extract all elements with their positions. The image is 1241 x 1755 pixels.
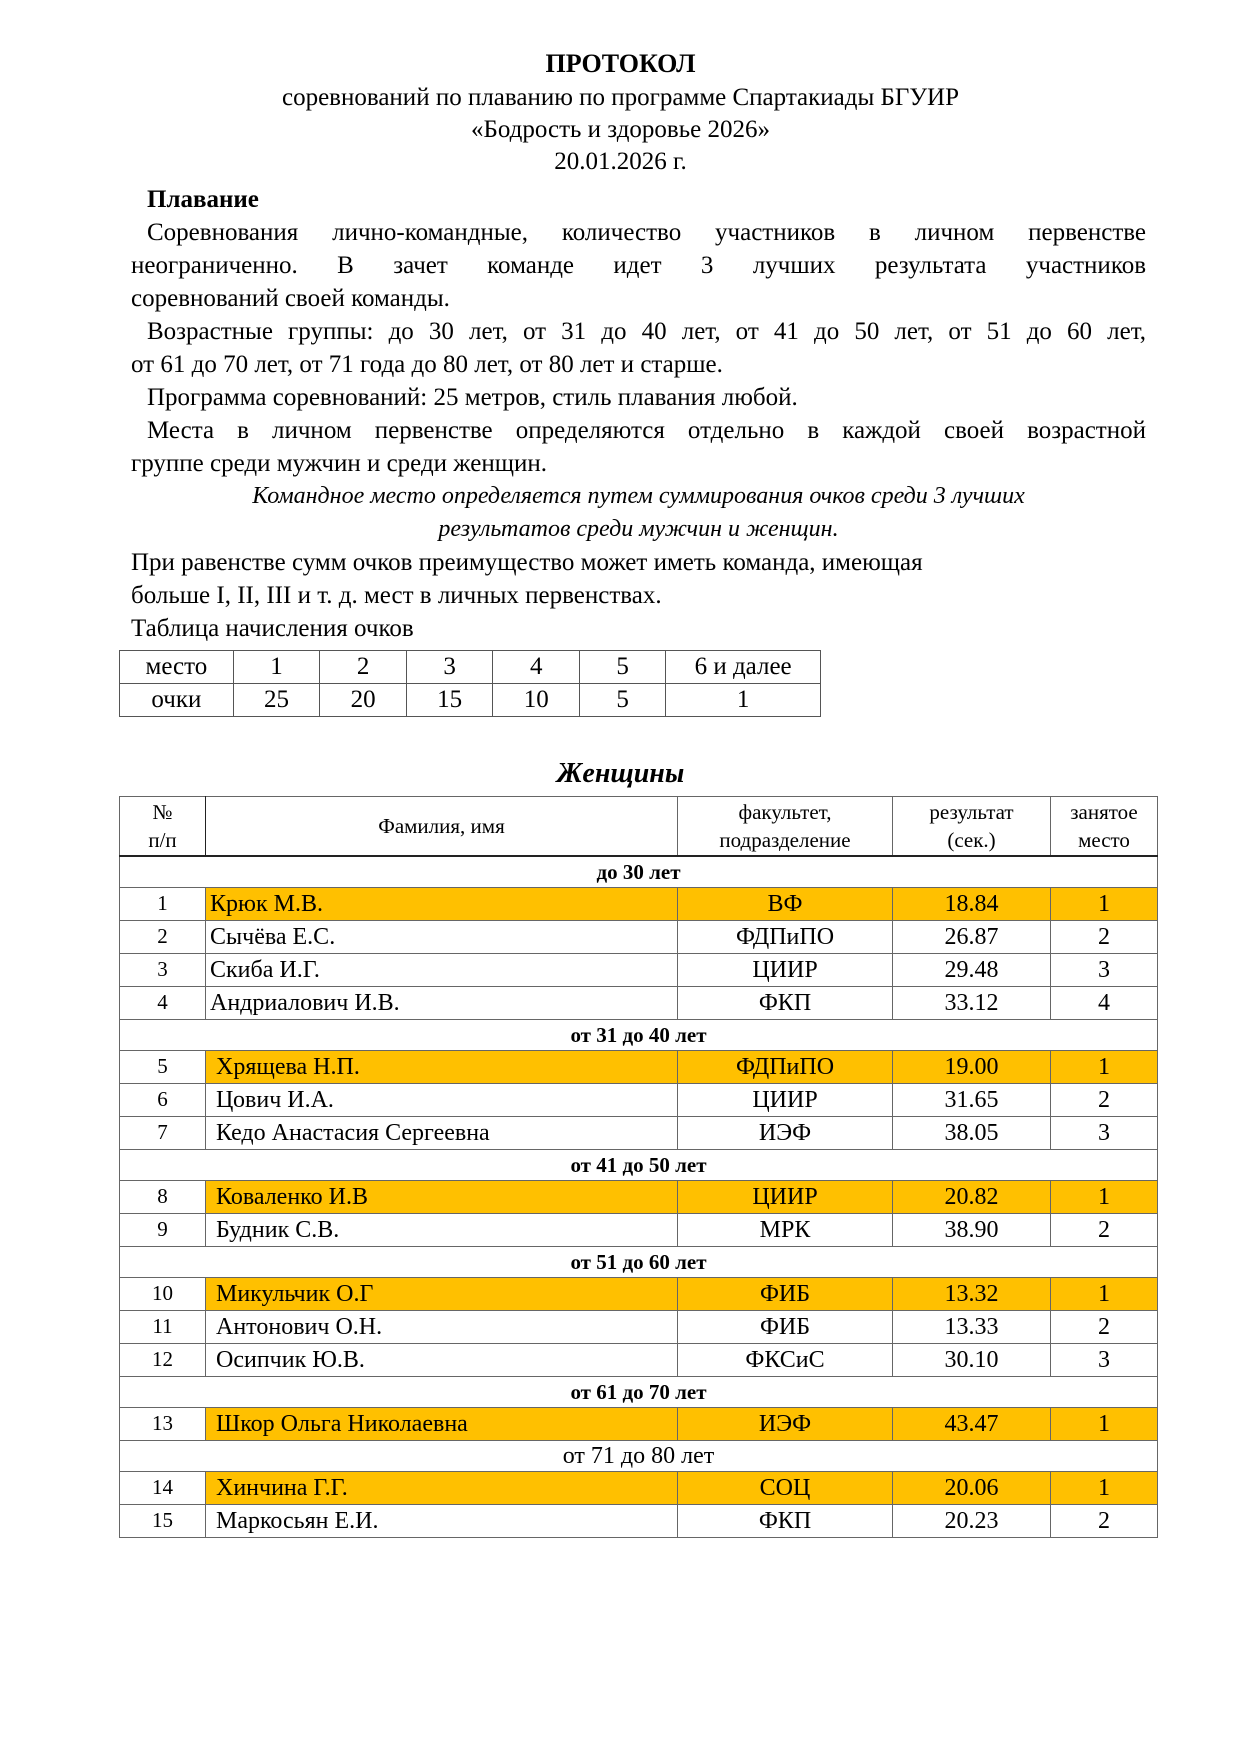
faculty: ЦИИР xyxy=(678,1181,893,1214)
age-group-row xyxy=(120,1377,1158,1408)
faculty: ФИБ xyxy=(678,1278,893,1311)
athlete-name: Маркосьян Е.И. xyxy=(206,1505,678,1538)
table-header-row xyxy=(120,797,1158,857)
table-row xyxy=(120,987,1158,1020)
row-number: 9 xyxy=(120,1214,206,1247)
age-group-row xyxy=(120,1247,1158,1278)
rules-paragraph-4-line-2: группе среди мужчин и среди женщин. xyxy=(131,450,547,477)
cell: 15 xyxy=(406,684,493,717)
row-number: 7 xyxy=(120,1117,206,1150)
points-table-points-row xyxy=(120,684,821,717)
faculty: ФДПиПО xyxy=(678,921,893,954)
team-rule-line-1: Командное место определяется путем суммирования очков среди 3 лучших xyxy=(252,483,1025,509)
row-number: 11 xyxy=(120,1311,206,1344)
rules-paragraph-2-line-1 xyxy=(131,315,1146,348)
table-row xyxy=(120,1051,1158,1084)
result: 29.48 xyxy=(893,954,1051,987)
cell: 5 xyxy=(579,651,665,684)
table-row xyxy=(120,1181,1158,1214)
athlete-name: Микульчик О.Г xyxy=(206,1278,678,1311)
row-number: 14 xyxy=(120,1472,206,1505)
table-row xyxy=(120,1278,1158,1311)
table-row xyxy=(120,1472,1158,1505)
place: 2 xyxy=(1051,1214,1158,1247)
cell: 5 xyxy=(579,684,665,717)
faculty: ИЭФ xyxy=(678,1117,893,1150)
cell: 1 xyxy=(233,651,320,684)
faculty: МРК xyxy=(678,1214,893,1247)
result: 38.05 xyxy=(893,1117,1051,1150)
athlete-name: Кедо Анастасия Сергеевна xyxy=(206,1117,678,1150)
faculty: ФДПиПО xyxy=(678,1051,893,1084)
table-row xyxy=(120,1214,1158,1247)
cell: 1 xyxy=(666,684,821,717)
row-number: 5 xyxy=(120,1051,206,1084)
row-number: 10 xyxy=(120,1278,206,1311)
faculty: ЦИИР xyxy=(678,1084,893,1117)
age-group-row xyxy=(120,1020,1158,1051)
athlete-name: Крюк М.В. xyxy=(206,888,678,921)
cell: 4 xyxy=(493,651,580,684)
place: 1 xyxy=(1051,1472,1158,1505)
cell: 3 xyxy=(406,651,493,684)
row-number: 15 xyxy=(120,1505,206,1538)
page-title: ПРОТОКОЛ xyxy=(545,49,696,78)
row-number: 6 xyxy=(120,1084,206,1117)
athlete-name: Шкор Ольга Николаевна xyxy=(206,1408,678,1441)
result: 18.84 xyxy=(893,888,1051,921)
table-row xyxy=(120,888,1158,921)
section-heading: Плавание xyxy=(147,186,259,213)
tiebreak-line-1: При равенстве сумм очков преимущество может иметь команда, имеющая xyxy=(131,549,923,576)
rules-paragraph-1-line-1 xyxy=(131,216,1146,249)
column-header-result xyxy=(893,797,1051,857)
age-group-label: до 30 лет xyxy=(120,856,1158,888)
place: 4 xyxy=(1051,987,1158,1020)
faculty: ФКП xyxy=(678,987,893,1020)
text: Возрастные группы: до 30 лет, от 31 до 40 лет, от 41 до 50 лет, от 51 до 60 лет, xyxy=(147,318,1146,345)
text: результат xyxy=(929,800,1014,824)
faculty: ВФ xyxy=(678,888,893,921)
table-row xyxy=(120,1505,1158,1538)
result: 26.87 xyxy=(893,921,1051,954)
cell: 2 xyxy=(320,651,407,684)
athlete-name: Сычёва Е.С. xyxy=(206,921,678,954)
place: 1 xyxy=(1051,888,1158,921)
rules-paragraph-4-line-1 xyxy=(131,414,1146,447)
age-group-label: от 41 до 50 лет xyxy=(120,1150,1158,1181)
result: 19.00 xyxy=(893,1051,1051,1084)
column-header-faculty xyxy=(678,797,893,857)
text: подразделение xyxy=(719,828,851,852)
subtitle-line-1: соревнований по плаванию по программе Спартакиады БГУИР xyxy=(281,84,959,111)
athlete-name: Скиба И.Г. xyxy=(206,954,678,987)
age-group-label: от 61 до 70 лет xyxy=(120,1377,1158,1408)
athlete-name: Хинчина Г.Г. xyxy=(206,1472,678,1505)
result: 13.32 xyxy=(893,1278,1051,1311)
result: 20.06 xyxy=(893,1472,1051,1505)
place: 3 xyxy=(1051,1117,1158,1150)
text: (сек.) xyxy=(947,828,996,852)
athlete-name: Коваленко И.В xyxy=(206,1181,678,1214)
tiebreak-line-2: больше I, II, III и т. д. мест в личных первенствах. xyxy=(131,582,662,609)
result: 20.82 xyxy=(893,1181,1051,1214)
place: 3 xyxy=(1051,954,1158,987)
athlete-name: Осипчик Ю.В. xyxy=(206,1344,678,1377)
athlete-name: Андриалович И.В. xyxy=(206,987,678,1020)
row-number: 3 xyxy=(120,954,206,987)
points-table-caption: Таблица начисления очков xyxy=(131,615,414,642)
subtitle-line-2: «Бодрость и здоровье 2026» xyxy=(471,116,770,143)
result: 20.23 xyxy=(893,1505,1051,1538)
cell: 20 xyxy=(320,684,407,717)
women-section-title: Женщины xyxy=(556,758,685,789)
cell: 6 и далее xyxy=(666,651,821,684)
row-number: 2 xyxy=(120,921,206,954)
result: 13.33 xyxy=(893,1311,1051,1344)
row-number: 13 xyxy=(120,1408,206,1441)
text: № xyxy=(152,800,173,824)
athlete-name: Будник С.В. xyxy=(206,1214,678,1247)
place: 2 xyxy=(1051,1311,1158,1344)
age-group-label: от 31 до 40 лет xyxy=(120,1020,1158,1051)
athlete-name: Хрящева Н.П. xyxy=(206,1051,678,1084)
age-group-row xyxy=(120,1441,1158,1472)
text: занятое xyxy=(1070,800,1138,824)
faculty: ЦИИР xyxy=(678,954,893,987)
result: 31.65 xyxy=(893,1084,1051,1117)
place: 2 xyxy=(1051,1505,1158,1538)
age-group-label: от 71 до 80 лет xyxy=(120,1441,1158,1472)
result: 38.90 xyxy=(893,1214,1051,1247)
place: 1 xyxy=(1051,1051,1158,1084)
table-row xyxy=(120,1344,1158,1377)
result: 43.47 xyxy=(893,1408,1051,1441)
rules-paragraph-3: Программа соревнований: 25 метров, стиль плавания любой. xyxy=(147,384,798,411)
text: Места в личном первенстве определяются отдельно в каждой своей возрастной xyxy=(147,417,1146,444)
faculty: ИЭФ xyxy=(678,1408,893,1441)
cell: место xyxy=(120,651,234,684)
table-row xyxy=(120,1084,1158,1117)
athlete-name: Цович И.А. xyxy=(206,1084,678,1117)
rules-paragraph-2-line-2: от 61 до 70 лет, от 71 года до 80 лет, от 80 лет и старше. xyxy=(131,351,723,378)
faculty: ФКП xyxy=(678,1505,893,1538)
place: 1 xyxy=(1051,1181,1158,1214)
column-header-place xyxy=(1051,797,1158,857)
protocol-date: 20.01.2026 г. xyxy=(554,148,687,175)
text: место xyxy=(1078,828,1130,852)
age-group-row xyxy=(120,1150,1158,1181)
cell: очки xyxy=(120,684,234,717)
row-number: 1 xyxy=(120,888,206,921)
column-header-number xyxy=(120,797,206,857)
age-group-label: от 51 до 60 лет xyxy=(120,1247,1158,1278)
row-number: 8 xyxy=(120,1181,206,1214)
table-row xyxy=(120,954,1158,987)
faculty: ФИБ xyxy=(678,1311,893,1344)
cell: 10 xyxy=(493,684,580,717)
place: 1 xyxy=(1051,1278,1158,1311)
column-header-name: Фамилия, имя xyxy=(206,797,678,857)
table-row xyxy=(120,921,1158,954)
team-rule-line-2: результатов среди мужчин и женщин. xyxy=(438,516,839,542)
athlete-name: Антонович О.Н. xyxy=(206,1311,678,1344)
place: 3 xyxy=(1051,1344,1158,1377)
text: Соревнования лично-командные, количество участников в личном первенстве xyxy=(147,219,1146,246)
row-number: 4 xyxy=(120,987,206,1020)
rules-paragraph-1-line-2: неограниченно. В зачет команде идет 3 лучших результата участников xyxy=(131,252,1146,279)
place: 2 xyxy=(1051,921,1158,954)
table-row xyxy=(120,1408,1158,1441)
result: 33.12 xyxy=(893,987,1051,1020)
women-results-table xyxy=(119,796,1158,1538)
place: 1 xyxy=(1051,1408,1158,1441)
faculty: СОЦ xyxy=(678,1472,893,1505)
table-row xyxy=(120,1311,1158,1344)
points-table-place-row xyxy=(120,651,821,684)
text: п/п xyxy=(148,828,177,852)
text: факультет, xyxy=(738,800,832,824)
table-row xyxy=(120,1117,1158,1150)
result: 30.10 xyxy=(893,1344,1051,1377)
points-table xyxy=(119,650,821,717)
row-number: 12 xyxy=(120,1344,206,1377)
cell: 25 xyxy=(233,684,320,717)
faculty: ФКСиС xyxy=(678,1344,893,1377)
place: 2 xyxy=(1051,1084,1158,1117)
rules-paragraph-1-line-3: соревнований своей команды. xyxy=(131,285,450,312)
age-group-row xyxy=(120,856,1158,888)
